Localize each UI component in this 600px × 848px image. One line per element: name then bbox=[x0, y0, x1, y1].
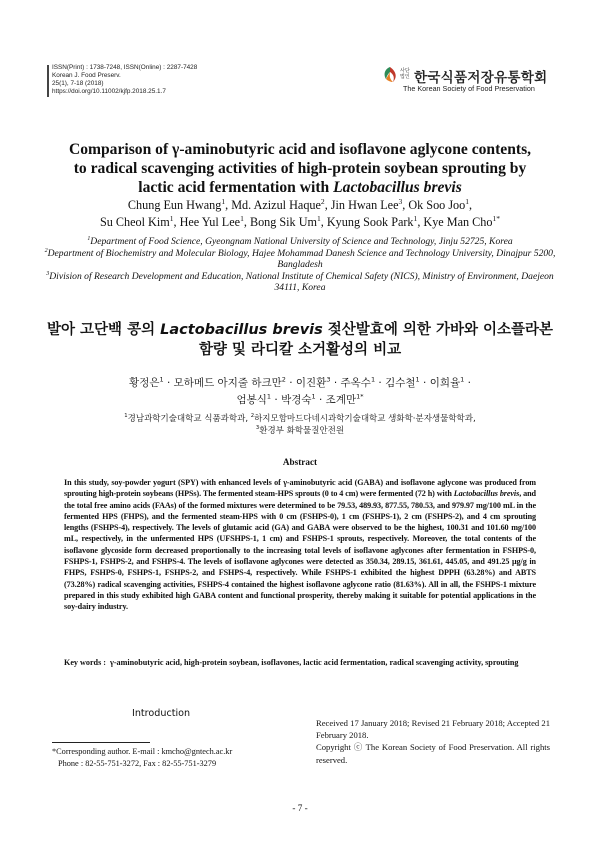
korean-title bbox=[40, 320, 560, 360]
doi-link[interactable]: https://doi.org/10.11002/kjfp.2018.25.1.7 bbox=[52, 88, 166, 95]
author-affil-sup: 2 bbox=[320, 196, 325, 206]
volume-line: 25(1), 7-18 (2018) bbox=[52, 80, 104, 87]
received-dates: Received 17 January 2018; Revised 21 February 2018; Accepted 21 February 2018. bbox=[316, 718, 550, 741]
author-affil-sup: 1 bbox=[316, 213, 321, 223]
korean-affiliation-list bbox=[40, 413, 560, 437]
abstract-body: In this study, soy-powder yogurt (SPY) with enhanced levels of γ-aminobutyric acid (GABA) and isoflavone aglycone was produced from sprouting high-protein soybeans (HPSs). The fermented steam-HPS sprouts (0 to 4 cm) were fermented (72 h) with Lactobacillus brevis, and the total free amino acids (FAAs) of the formed mixtures were determined to be 79.53, 489.93, 877.55, 780.53, and 979.97 mg/100 mL in the fermented HPS (FHPS), and the fermented steam-HPS with 0 cm (FSHPS-0), 1 cm (FSHPS-1), 2 cm (FSHPS-2), and 4 cm sprouting lengths (FSHPS-4), respectively. The levels of glutamic acid (GA) and GABA were observed to be the highest, 100.31 and 101.60 mg/100 mL, respectively, in the unfermented HPS (UFSHPS-1, 1 cm) and FSHPS-1 sprouts, respectively. Moreover, the total contents of the isoflavone glycoside form decreased proportionally to the increasing total levels of isoflavone aglycones after fermentation in FSHPS-0, FSHPS-1, FSHPS-2, and FSHPS-4. The levels of isoflavone aglycones were detected as 350.34, 289.15, 361.61, 445.05, and 491.25 μg/g in FHPS, FSHPS-0, FSHPS-1, FSHPS-2, and FSHPS-4, respectively. While FSHPS-1 exhibited the highest DPPH (63.28%) and ABTS (73.28%) radical scavenging activities, FSHPS-4 contained the highest isoflavone aglycone ratio (81.63%). All in all, the FSHPS-1 mixture prepared in this study exhibited high GABA content and functional prosperity, thereby making it suitable for potential applications in the soy-dairy industry. bbox=[64, 478, 536, 612]
copyright-notice: Copyright ⓒ The Korean Society of Food Preservation. All rights reserved. bbox=[316, 742, 550, 765]
author-name: Su Cheol Kim bbox=[99, 215, 170, 229]
header-accent-bar bbox=[47, 65, 49, 97]
corresponding-author bbox=[52, 746, 232, 769]
footnote-divider bbox=[52, 742, 150, 743]
author-affil-sup: 1 bbox=[221, 196, 226, 206]
korean-author-list bbox=[40, 375, 560, 409]
society-name-korean: 한국식품저장유통학회 bbox=[414, 70, 548, 86]
abstract-species: Lactobacillus brevis bbox=[453, 489, 520, 499]
author-affil-sup: 1 bbox=[413, 213, 418, 223]
author-name: Ok Soo Joo bbox=[408, 198, 466, 212]
affiliation-list bbox=[40, 236, 560, 294]
author-name: Bong Sik Um bbox=[249, 215, 317, 229]
korean-author-name: 조계만 bbox=[325, 394, 357, 406]
author-name: Kyung Sook Park bbox=[326, 215, 414, 229]
author-affil-sup: 1* bbox=[492, 213, 501, 223]
title-species: Lactobacillus brevis bbox=[333, 179, 462, 196]
korean-author-name: 주옥수 bbox=[340, 377, 371, 389]
corresponding-email: *Corresponding author. E-mail : kmcho@gntech.ac.kr bbox=[52, 747, 233, 756]
issn-line: ISSN(Print) : 1738-7248, ISSN(Online) : 2287-7428 bbox=[52, 64, 198, 71]
society-name-english: The Korean Society of Food Preservation bbox=[403, 84, 535, 93]
korean-title-line-2: 함량 및 라디칼 소거활성의 비교 bbox=[198, 342, 402, 358]
korean-author-name: 황정은 bbox=[129, 377, 160, 389]
title-line-1: Comparison of γ-aminobutyric acid and isoflavone aglycone contents, bbox=[68, 141, 532, 158]
author-affil-sup: 1 bbox=[169, 213, 174, 223]
korean-author-name: 모하메드 아지줄 하크만 bbox=[173, 377, 282, 389]
korean-affil-line-1: $^1$경남과학기술대학교 식품과학과, $^2$하지모함마드다네시과학기술대학교 생화학·분자생물학학과, bbox=[124, 413, 476, 424]
korean-author-name: 김수철 bbox=[385, 377, 416, 389]
author-list: Chung Eun Hwang$^1$, Md. Azizul Haque$^2$, Jin Hwan Lee$^3$, Ok Soo Joo$^1$, Su Cheol Kim$^1$, Hee Yul Lee$^1$, Bong Sik Um$^1$, Kyung Sook Park$^1$, Kye Man Cho$^{1*}$ bbox=[99, 196, 501, 229]
author-affil-sup: 3 bbox=[398, 196, 403, 206]
title-line-2: to radical scavenging activities of high-protein soybean sprouting by bbox=[73, 160, 527, 177]
affiliation: $^3$Division of Research Development and Education, National Institute of Chemical Safety (NICS), Ministry of Environment, Daejeon 34111, Korea bbox=[46, 270, 554, 294]
author-name: Jin Hwan Lee bbox=[330, 198, 399, 212]
keywords bbox=[64, 657, 536, 668]
author-name: Hee Yul Lee bbox=[179, 215, 241, 229]
author-name: Kye Man Cho bbox=[423, 215, 493, 229]
korean-author-name: 이진환 bbox=[295, 377, 327, 389]
paper-title bbox=[40, 140, 560, 197]
corresponding-phone: Phone : 82-55-751-3272, Fax : 82-55-751-3279 bbox=[58, 758, 217, 768]
affiliation: $^2$Department of Biochemistry and Molecular Biology, Hajee Mohammad Danesh Science and Technology University, Dinajpur 5200, Bangladesh bbox=[44, 247, 556, 271]
korean-author-name: 이희율 bbox=[429, 377, 461, 389]
author-affil-sup: 1 bbox=[240, 213, 244, 223]
introduction-heading: Introduction bbox=[132, 708, 191, 719]
title-line-3: lactic acid fermentation with Lactobacillus brevis bbox=[138, 179, 462, 196]
keywords-label: Key words : bbox=[64, 658, 109, 667]
korean-authors-line-1: 황정은$^1$ · 모하메드 아지줄 하크만$^2$ · 이진환$^3$ · 주옥수$^1$ · 김수철$^1$ · 이희율$^1$ · bbox=[129, 375, 471, 389]
society-type-label: 사단 법인 bbox=[400, 68, 410, 80]
korean-affil-line-2: $^3$환경부 화학물질안전원 bbox=[255, 425, 345, 436]
korean-author-name: 엄봉식 bbox=[236, 394, 267, 406]
korean-authors-line-2: 엄봉식$^1$ · 박경숙$^1$ · 조계만$^{1*}$ bbox=[236, 392, 364, 406]
author-name: Md. Azizul Haque bbox=[231, 198, 321, 212]
society-logo-icon bbox=[381, 66, 399, 84]
keywords-text: γ-aminobutyric acid, high-protein soybean, isoflavones, lactic acid fermentation, radical scavenging activity, sprouting bbox=[110, 658, 519, 667]
journal-meta bbox=[52, 64, 197, 96]
abstract-heading: Abstract bbox=[282, 457, 318, 467]
page-number: - 7 - bbox=[292, 803, 308, 813]
author-affil-sup: 1 bbox=[465, 196, 470, 206]
journal-name: Korean J. Food Preserv. bbox=[52, 72, 121, 79]
affiliation: $^1$Department of Food Science, Gyeongnam National University of Science and Technology, Jinju 52725, Korea bbox=[87, 235, 513, 247]
author-name: Chung Eun Hwang bbox=[127, 198, 222, 212]
received-info bbox=[316, 717, 550, 766]
korean-author-name: 박경숙 bbox=[281, 394, 312, 406]
korean-title-line-1: 발아 고단백 콩의 Lactobacillus brevis 젖산발효에 의한 가바와 이소플라본 bbox=[46, 322, 554, 338]
